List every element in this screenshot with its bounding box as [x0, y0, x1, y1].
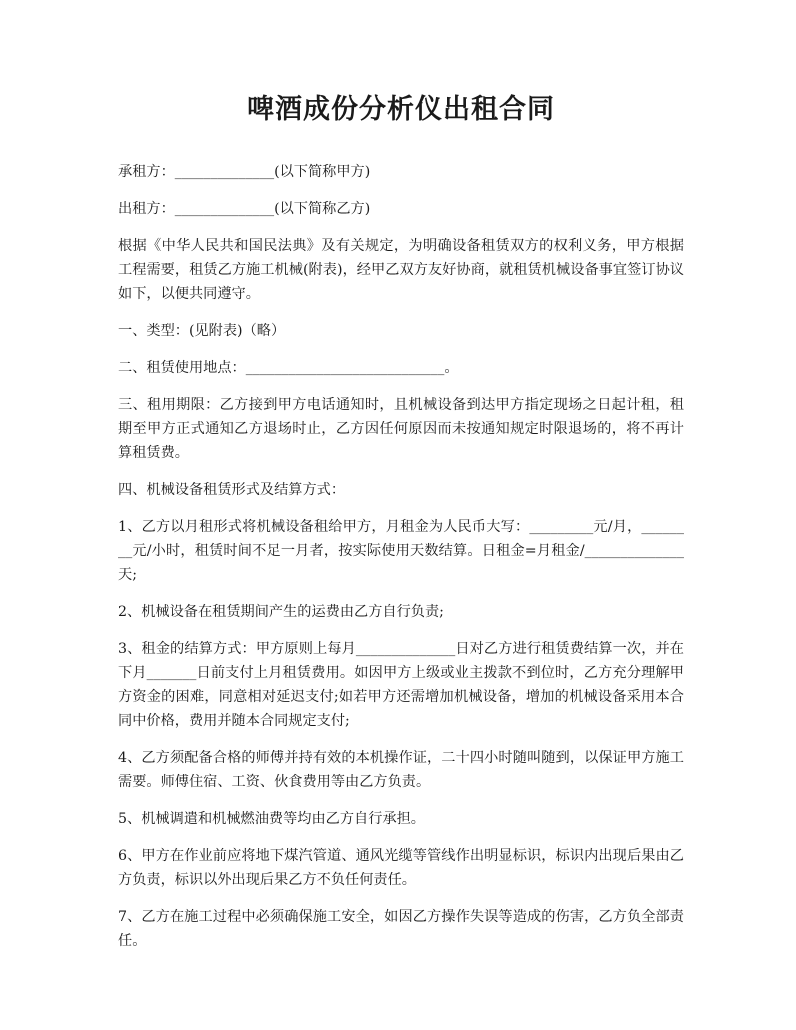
clause-item-4: 4、乙方须配备合格的师傅并持有效的本机操作证，二十四小时随叫随到，以保证甲方施工需要。师傅住宿、工资、伙食费用等由乙方负责。	[118, 750, 684, 790]
clause-item-3: 3、租金的结算方式：甲方原则上每月______________日对乙方进行租赁费结算一次，并在下月_______日前支付上月租赁费用。如因甲方上级或业主拨款不到位时，乙方充分理解甲方资金的困难，同意相对延迟支付;如若甲方还需增加机械设备，增加的机械设备采用本合同中价格，费用并随本合同规定支付;	[118, 641, 684, 729]
clause-location: 二、租赁使用地点：____________________________。	[118, 360, 459, 376]
clause-term: 三、租用期限：乙方接到甲方电话通知时，且机械设备到达甲方指定现场之日起计租，租期至甲方正式通知乙方退场时止，乙方因任何原因而未按通知规定时限退场的，将不再计算租赁费。	[118, 397, 684, 461]
clause-item-6: 6、甲方在作业前应将地下煤汽管道、通风光缆等管线作出明显标识，标识内出现后果由乙方负责，标识以外出现后果乙方不负任何责任。	[118, 848, 684, 888]
clause-item-1: 1、乙方以月租形式将机械设备租给甲方，月租金为人民币大写：_________元/月，________元/小时，租赁时间不足一月者，按实际使用天数结算。日租金=月租金/______________天;	[118, 519, 684, 583]
lessor-line: 出租方：______________(以下简称乙方)	[118, 201, 371, 217]
document-title: 啤酒成份分析仪出租合同	[247, 94, 555, 125]
preamble-paragraph: 根据《中华人民共和国民法典》及有关规定，为明确设备租赁双方的权利义务，甲方根据工程需要，租赁乙方施工机械(附表)，经甲乙双方友好协商，就租赁机械设备事宜签订协议如下，以便共同遵守。	[118, 238, 684, 302]
clause-rental-form-heading: 四、机械设备租赁形式及结算方式：	[118, 482, 346, 498]
clause-type: 一、类型：(见附表)（略）	[118, 323, 286, 339]
clause-item-5: 5、机械调遣和机械燃油费等均由乙方自行承担。	[118, 811, 425, 827]
lessee-line: 承租方：______________(以下简称甲方)	[118, 164, 371, 180]
clause-item-7: 7、乙方在施工过程中必须确保施工安全，如因乙方操作失误等造成的伤害，乙方负全部责任。	[118, 909, 684, 949]
clause-item-2: 2、机械设备在租赁期间产生的运费由乙方自行负责;	[118, 604, 444, 620]
